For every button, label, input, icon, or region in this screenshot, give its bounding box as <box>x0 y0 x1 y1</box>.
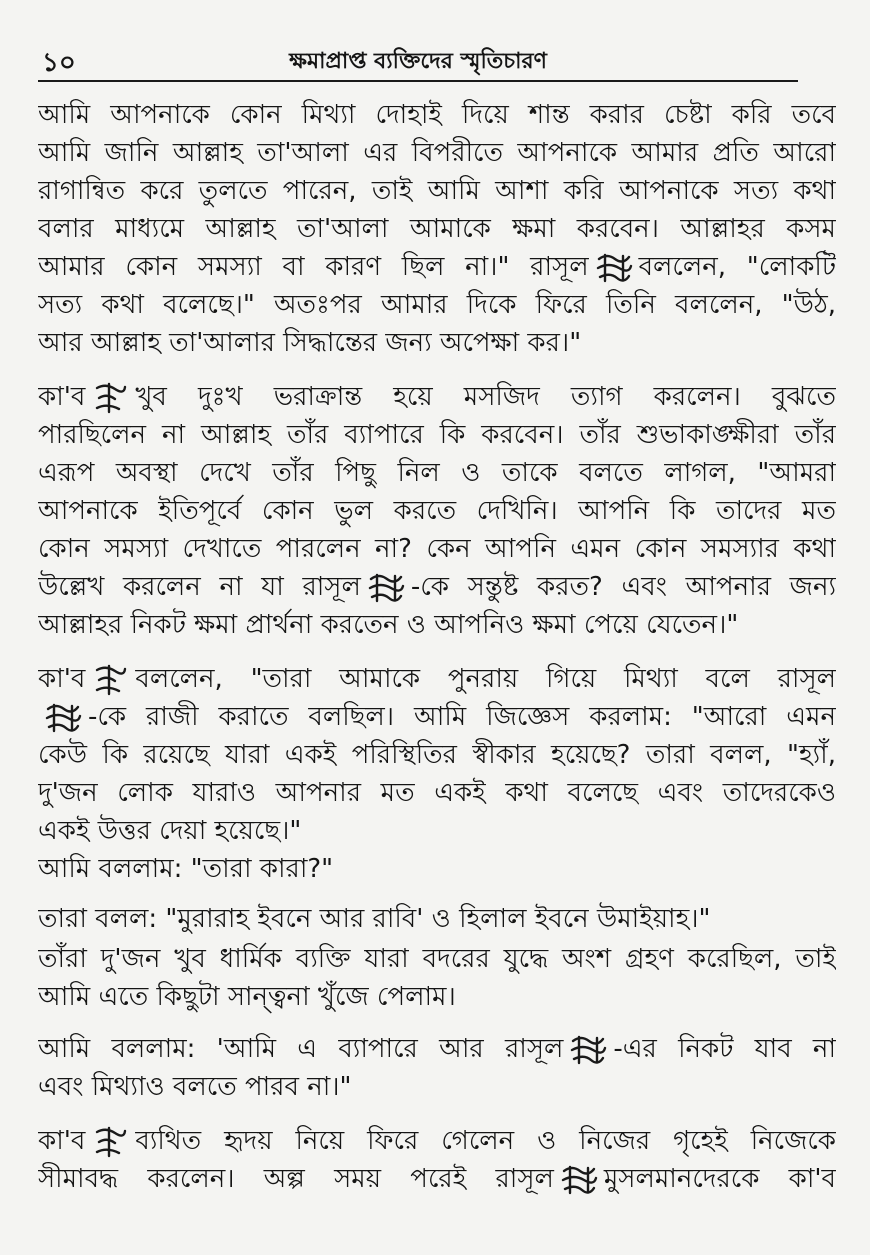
text-segment: -কে সন্তুষ্ট করত? এবং আপনার জন্য <box>410 572 836 602</box>
text-line: তাঁরা দু'জন খুব ধার্মিক ব্যক্তি যারা বদরের যুদ্ধে অংশ গ্রহণ করেছিল, তাই <box>38 944 836 974</box>
text-segment: -কে রাজী করাতে বলছিল। আমি জিজ্ঞেস করলাম: "আরো এমন <box>88 702 836 732</box>
text-line <box>38 1030 836 1068</box>
text-line: কোন সমস্যা দেখাতে পারলেন না? কেন আপনি এমন কোন সমস্যার কথা <box>38 534 836 564</box>
text-segment: আমার কোন সমস্যা বা কারণ ছিল না।" রাসূল <box>38 252 589 282</box>
text-line <box>38 698 836 736</box>
text-line <box>38 1122 836 1160</box>
text-line: কেউ কি রয়েছে যারা একই পরিস্থিতির স্বীকার হয়েছে? তারা বলল, "হ্যাঁ, <box>38 740 836 770</box>
honorific-seal <box>569 1033 607 1067</box>
text-segment: উল্লেখ করলেন না যা রাসূল <box>38 572 361 602</box>
text-line: তারা বলল: "মুরারাহ ইবনে আর রাবি' ও হিলাল ইবনে উমাইয়াহ।" <box>38 904 711 934</box>
page-number: ১০ <box>42 48 76 78</box>
text-segment: -এর নিকট যাব না <box>613 1034 836 1064</box>
honorific-seal <box>560 1163 598 1197</box>
text-line: আর আল্লাহ তা'আলার সিদ্ধান্তের জন্য অপেক্ষা কর।" <box>38 328 582 358</box>
text-segment: কা'ব <box>38 382 86 412</box>
text-line: আল্লাহর নিকট ক্ষমা প্রার্থনা করতেন ও আপনিও ক্ষমা পেয়ে যেতেন।" <box>38 610 739 640</box>
text-line: দু'জন লোক যারাও আপনার মত একই কথা বলেছে এবং তাদেরকেও <box>38 778 836 808</box>
honorific-seal <box>595 251 633 285</box>
honorific-seal <box>91 1125 129 1159</box>
page-header <box>38 40 798 82</box>
honorific-seal <box>91 663 129 697</box>
text-line: আমি এতে কিছুটা সান্ত্বনা খুঁজে পেলাম। <box>38 982 456 1012</box>
text-line: এবং মিথ্যাও বলতে পারব না।" <box>38 1072 352 1102</box>
text-line: বলার মাধ্যমে আল্লাহ তা'আলা আমাকে ক্ষমা করবেন। আল্লাহর কসম <box>38 214 836 244</box>
text-segment: কা'ব <box>38 664 86 694</box>
salawat-calligraphy-icon <box>560 1163 598 1197</box>
text-line: একই উত্তর দেয়া হয়েছে।" <box>38 816 302 846</box>
text-segment: কা'ব <box>38 1126 86 1156</box>
text-line: আপনাকে ইতিপূর্বে কোন ভুল করতে দেখিনি। আপনি কি তাদের মত <box>38 496 836 526</box>
text-line: আমি বললাম: "তারা কারা?" <box>38 854 334 884</box>
honorific-seal <box>367 571 405 605</box>
text-line: আমি জানি আল্লাহ তা'আলা এর বিপরীতে আপনাকে আমার প্রতি আরো <box>38 138 836 168</box>
salawat-calligraphy-icon <box>569 1033 607 1067</box>
text-line: সত্য কথা বলেছে।" অতঃপর আমার দিকে ফিরে তিনি বললেন, "উঠ, <box>38 290 836 320</box>
salawat-calligraphy-icon <box>367 571 405 605</box>
salawat-calligraphy-icon <box>44 701 82 735</box>
radiyallahu-calligraphy-icon <box>91 381 129 415</box>
text-line: রাগান্বিত করে তুলতে পারেন, তাই আমি আশা করি আপনাকে সত্য কথা <box>38 176 836 206</box>
running-title: ক্ষমাপ্রাপ্ত ব্যক্তিদের স্মৃতিচারণ <box>289 49 547 74</box>
salawat-calligraphy-icon <box>595 251 633 285</box>
text-line: আমি আপনাকে কোন মিথ্যা দোহাই দিয়ে শান্ত করার চেষ্টা করি তবে <box>38 100 836 130</box>
text-line <box>38 248 836 286</box>
radiyallahu-calligraphy-icon <box>91 663 129 697</box>
text-segment: ব্যথিত হৃদয় নিয়ে ফিরে গেলেন ও নিজের গৃহেই নিজেকে <box>135 1126 836 1156</box>
text-segment: সীমাবদ্ধ করলেন। অল্প সময় পরেই রাসূল <box>38 1164 554 1194</box>
text-line <box>38 378 836 416</box>
text-line <box>38 568 836 606</box>
text-line: পারছিলেন না আল্লাহ তাঁর ব্যাপারে কি করবেন। তাঁর শুভাকাঙ্ক্ষীরা তাঁর <box>38 420 836 450</box>
text-segment: বললেন, "লোকটি <box>638 252 836 282</box>
radiyallahu-calligraphy-icon <box>91 1125 129 1159</box>
honorific-seal <box>91 381 129 415</box>
text-line <box>38 660 836 698</box>
text-segment: বললেন, "তারা আমাকে পুনরায় গিয়ে মিথ্যা বলে রাসূল <box>135 664 836 694</box>
honorific-seal <box>44 701 82 735</box>
text-line <box>38 1160 836 1198</box>
text-line: এরূপ অবস্থা দেখে তাঁর পিছু নিল ও তাকে বলতে লাগল, "আমরা <box>38 458 836 488</box>
text-segment: খুব দুঃখ ভরাক্রান্ত হয়ে মসজিদ ত্যাগ করলেন। বুঝতে <box>135 382 836 412</box>
text-segment: মুসলমানদেরকে কা'ব <box>603 1164 836 1194</box>
text-segment: আমি বললাম: 'আমি এ ব্যাপারে আর রাসূল <box>38 1034 564 1064</box>
